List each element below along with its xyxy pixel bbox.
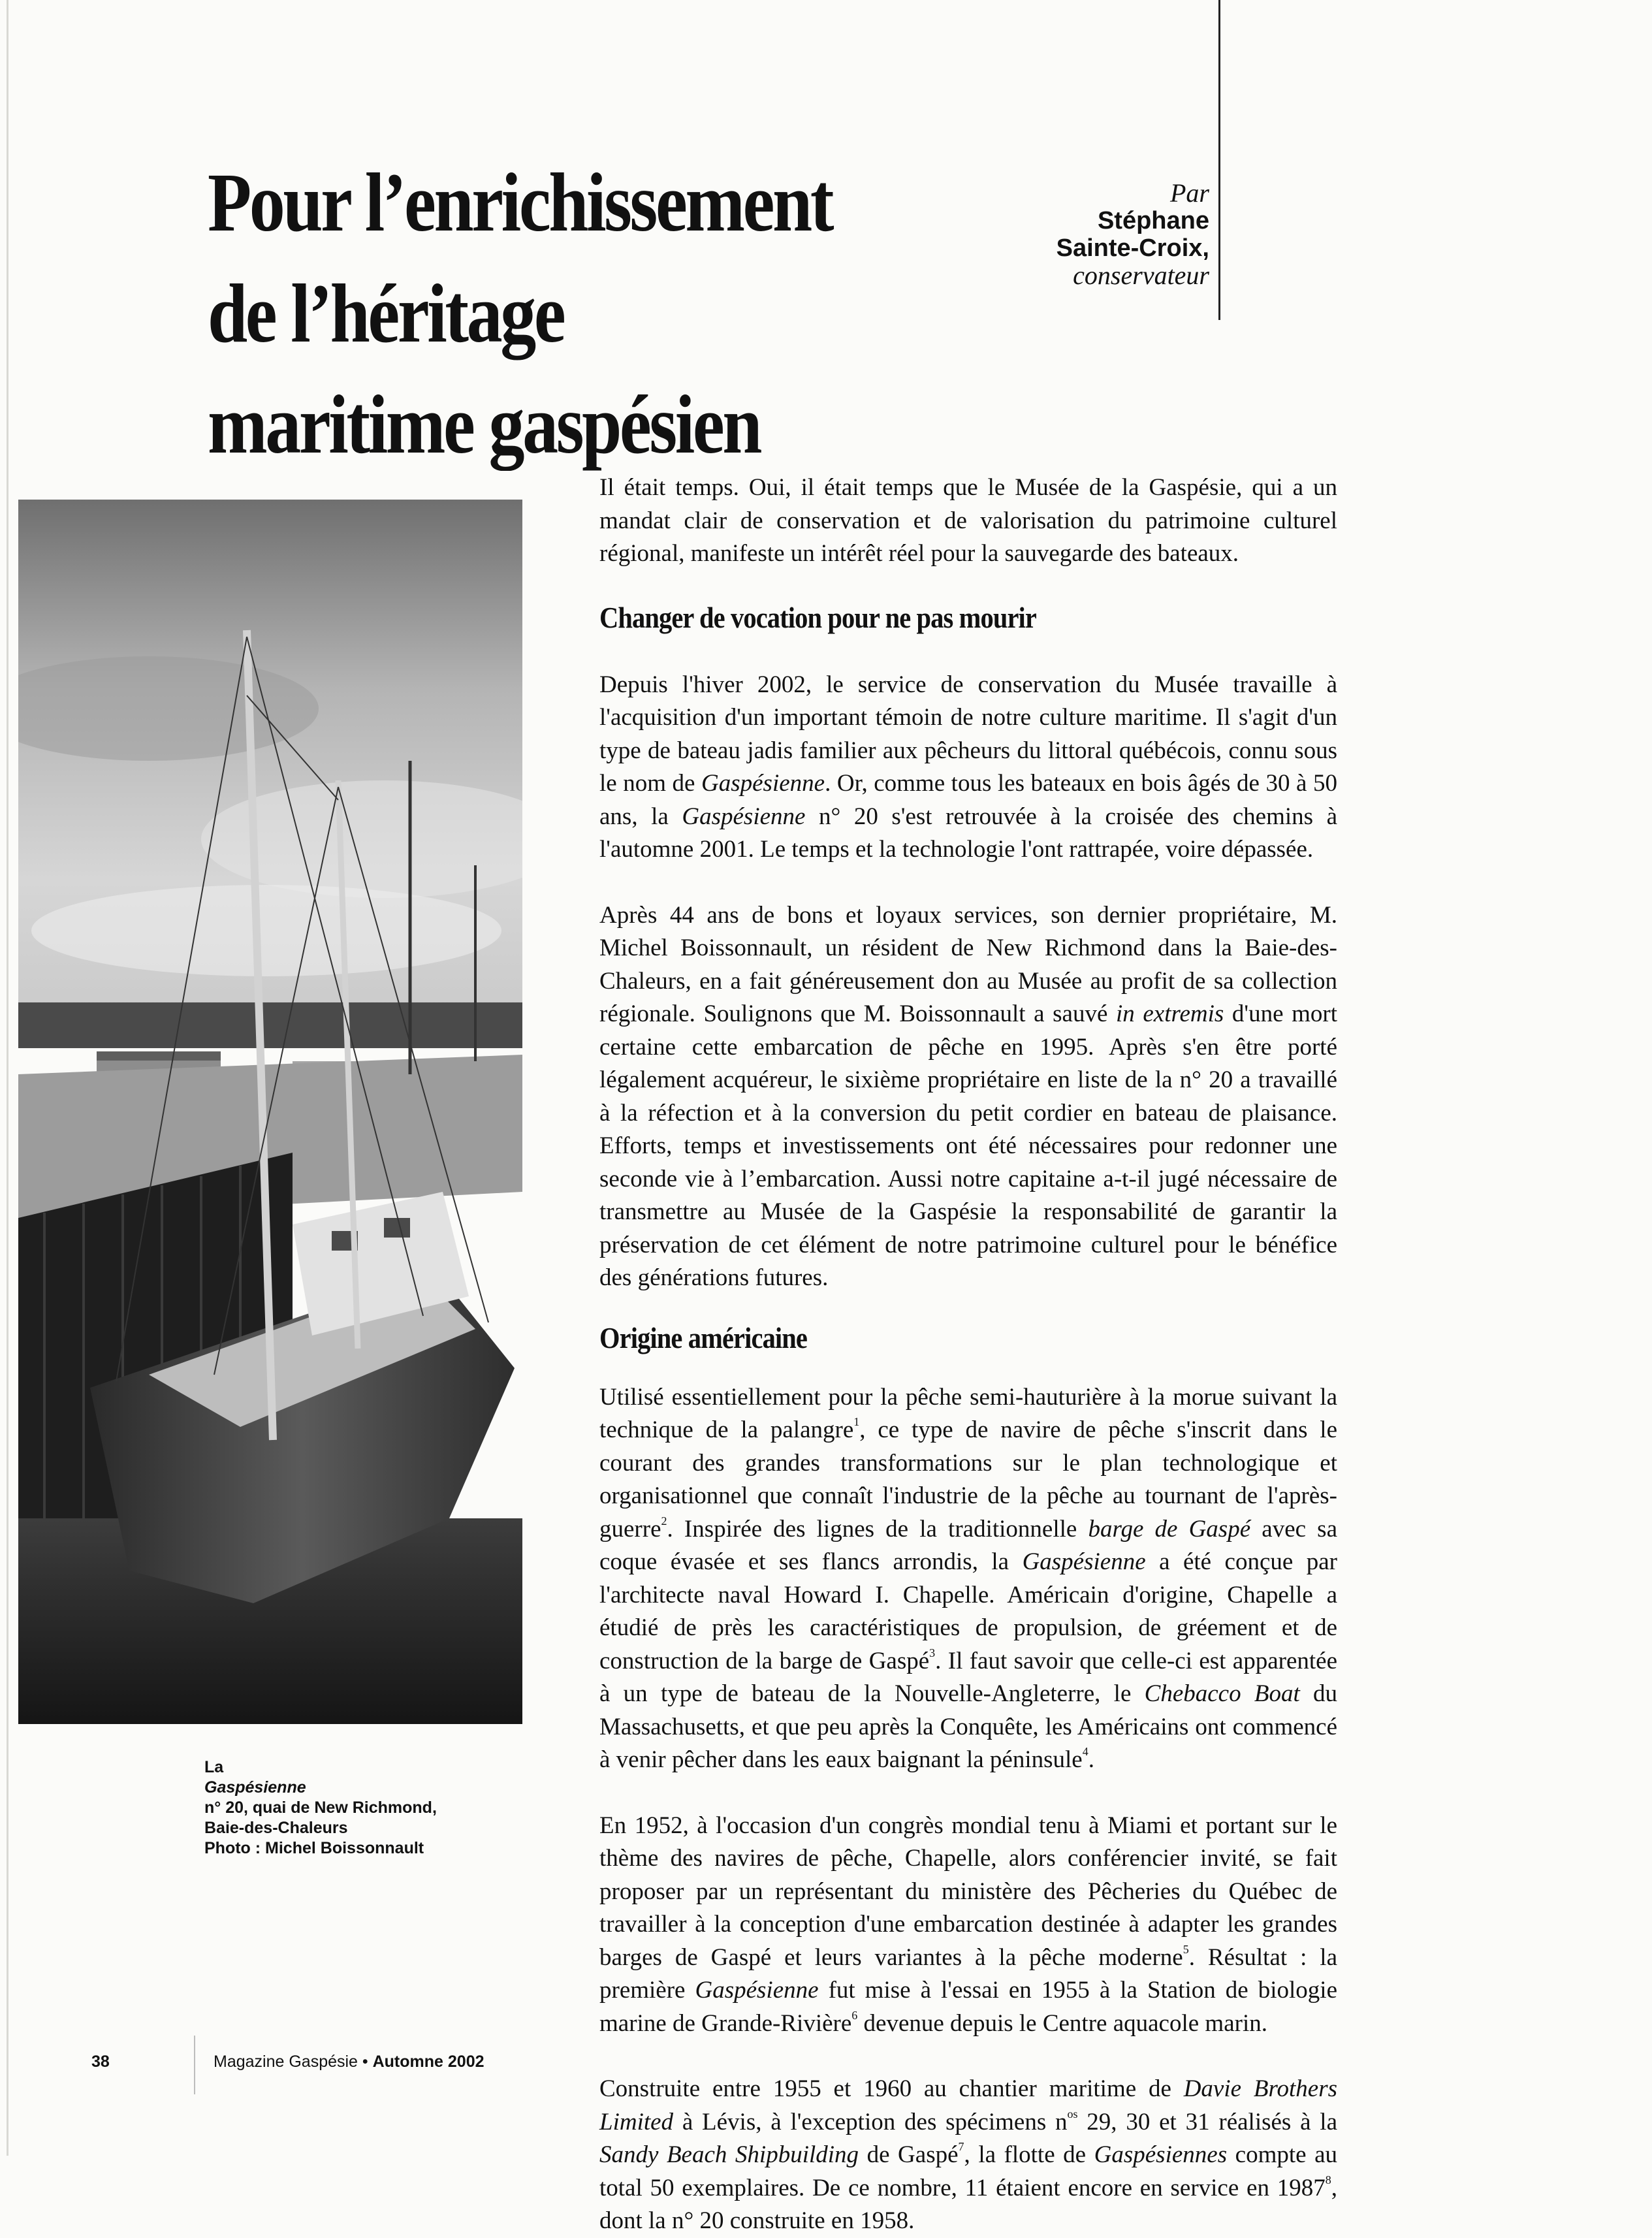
paragraph: Construite entre 1955 et 1960 au chantier maritime de Davie Brothers Limited à Lévis, à l'exception des spécimens $n^{os}$ 29, 30 et 31 réalisés à la Sandy Beach Shipbuilding de Gaspé$^7$, la flotte de Gaspésiennes compte au total 50 exemplaires. De ce nombre, 11 étaient encore en service en 1987$^8$, dont la n° 20 construite en 1958.	[599, 2075, 1338, 2234]
author-first-name: Stéphane	[1097, 207, 1209, 234]
boat-photo	[18, 500, 522, 1724]
paragraph: Après 44 ans de bons et loyaux services, son dernier propriétaire, M. Michel Boissonnault, un résident de New Richmond dans la Baie-des-Chaleurs, en a fait généreusement don au Musée au profit de sa collection régionale. Soulignons que M. Boissonnault a sauvé in extremis d'une mort certaine cette embarcation de pêche en 1995. Après s'en être porté légalement acquéreur, le sixième propriétaire en liste de la n° 20 a travaillé à la réfection et à la conversion du petit cordier en bateau de plaisance. Efforts, temps et investissements ont été nécessaires pour redonner une seconde vie à l’embarcation. Aussi notre capitaine a-t-il jugé nécessaire de transmettre au Musée de la Gaspésie la responsabilité de garantir la préservation de cet élément de notre patrimoine culturel pour le bénéfice des générations futures.	[599, 901, 1337, 1291]
caption-line: Baie-des-Chaleurs	[204, 1819, 348, 1837]
article-title	[208, 147, 853, 480]
intro-paragraph: Il était temps. Oui, il était temps que le Musée de la Gaspésie, qui a un mandat clair de conservation et de valorisation du patrimoine culturel régional, manifeste un intérêt réel pour la sauvegarde des bateaux.	[599, 474, 1337, 567]
title-line: Pour l’enrichissement	[208, 156, 833, 249]
byline-par: Par	[1170, 178, 1209, 208]
photo-caption	[204, 1757, 570, 1859]
title-line: de l’héritage	[208, 267, 564, 360]
caption-line: Photo : Michel Boissonnault	[204, 1839, 424, 1857]
paragraph: Utilisé essentiellement pour la pêche semi-hauturière à la morue suivant la technique de la palangre$^1$, ce type de navire de pêche s'inscrit dans le courant des grandes transformations sur le plan technologique et organisationnel que connaît l'industrie de la pêche au tournant de l'après-guerre$^2$. Inspirée des lignes de la traditionnelle barge de Gaspé avec sa coque évasée et ses flancs arrondis, la Gaspésienne a été conçue par l'architecte naval Howard I. Chapelle. Américain d'origine, Chapelle a étudié de près les caractéristiques de propulsion, de gréement et de construction de la barge de Gaspé$^3$. Il faut savoir que celle-ci est apparentée à un type de bateau de la Nouvelle-Angleterre, le Chebacco Boat du Massachusetts, et que peu après la Conquête, les Américains ont commencé à venir pêcher dans les eaux baignant la péninsule$^4$.	[599, 1383, 1338, 1773]
title-line: maritime gaspésien	[208, 378, 761, 471]
section-heading: Origine américaine	[599, 1320, 808, 1354]
byline	[940, 180, 1209, 289]
header-vertical-rule	[1218, 0, 1220, 320]
author-role: conservateur	[1073, 261, 1209, 290]
caption-line: La Gaspésienne n° 20, quai de New Richmond,	[204, 1758, 437, 1817]
photo-treeline	[18, 1002, 522, 1048]
footer-issue: Automne 2002	[372, 2053, 484, 2071]
paragraph: En 1952, à l'occasion d'un congrès mondial tenu à Miami et portant sur le thème des navires de pêche, Chapelle, alors conférencier invité, se fait proposer par un représentant du ministère des Pêcheries du Québec de travailler à la conception d'une embarcation destinée à adapter les grandes barges de Gaspé et leurs variantes à la pêche moderne$^5$. Résultat : la première Gaspésienne fut mise à l'essai en 1955 à la Station de biologie marine de Grande-Rivière$^6$ devenue depuis le Centre aquacole marin.	[599, 1812, 1337, 2037]
page-edge-line	[7, 0, 8, 2156]
page-number: 38	[91, 2053, 110, 2071]
author-last-name: Sainte-Croix,	[1056, 234, 1209, 262]
paragraph: Depuis l'hiver 2002, le service de conservation du Musée travaille à l'acquisition d'un important témoin de notre culture maritime. Il s'agit d'un type de bateau jadis familier aux pêcheurs du littoral québécois, connu sous le nom de Gaspésienne. Or, comme tous les bateaux en bois âgés de 30 à 50 ans, la Gaspésienne n° 20 s'est retrouvée à la croisée des chemins à l'automne 2001. Le temps et la technologie l'ont rattrapée, voire dépassée.	[599, 671, 1337, 863]
section-heading: Changer de vocation pour ne pas mourir	[599, 600, 1037, 634]
article-body	[599, 472, 1337, 2238]
footer-magazine: Magazine Gaspésie • Automne 2002	[214, 2053, 484, 2071]
footer-divider	[194, 2036, 195, 2094]
